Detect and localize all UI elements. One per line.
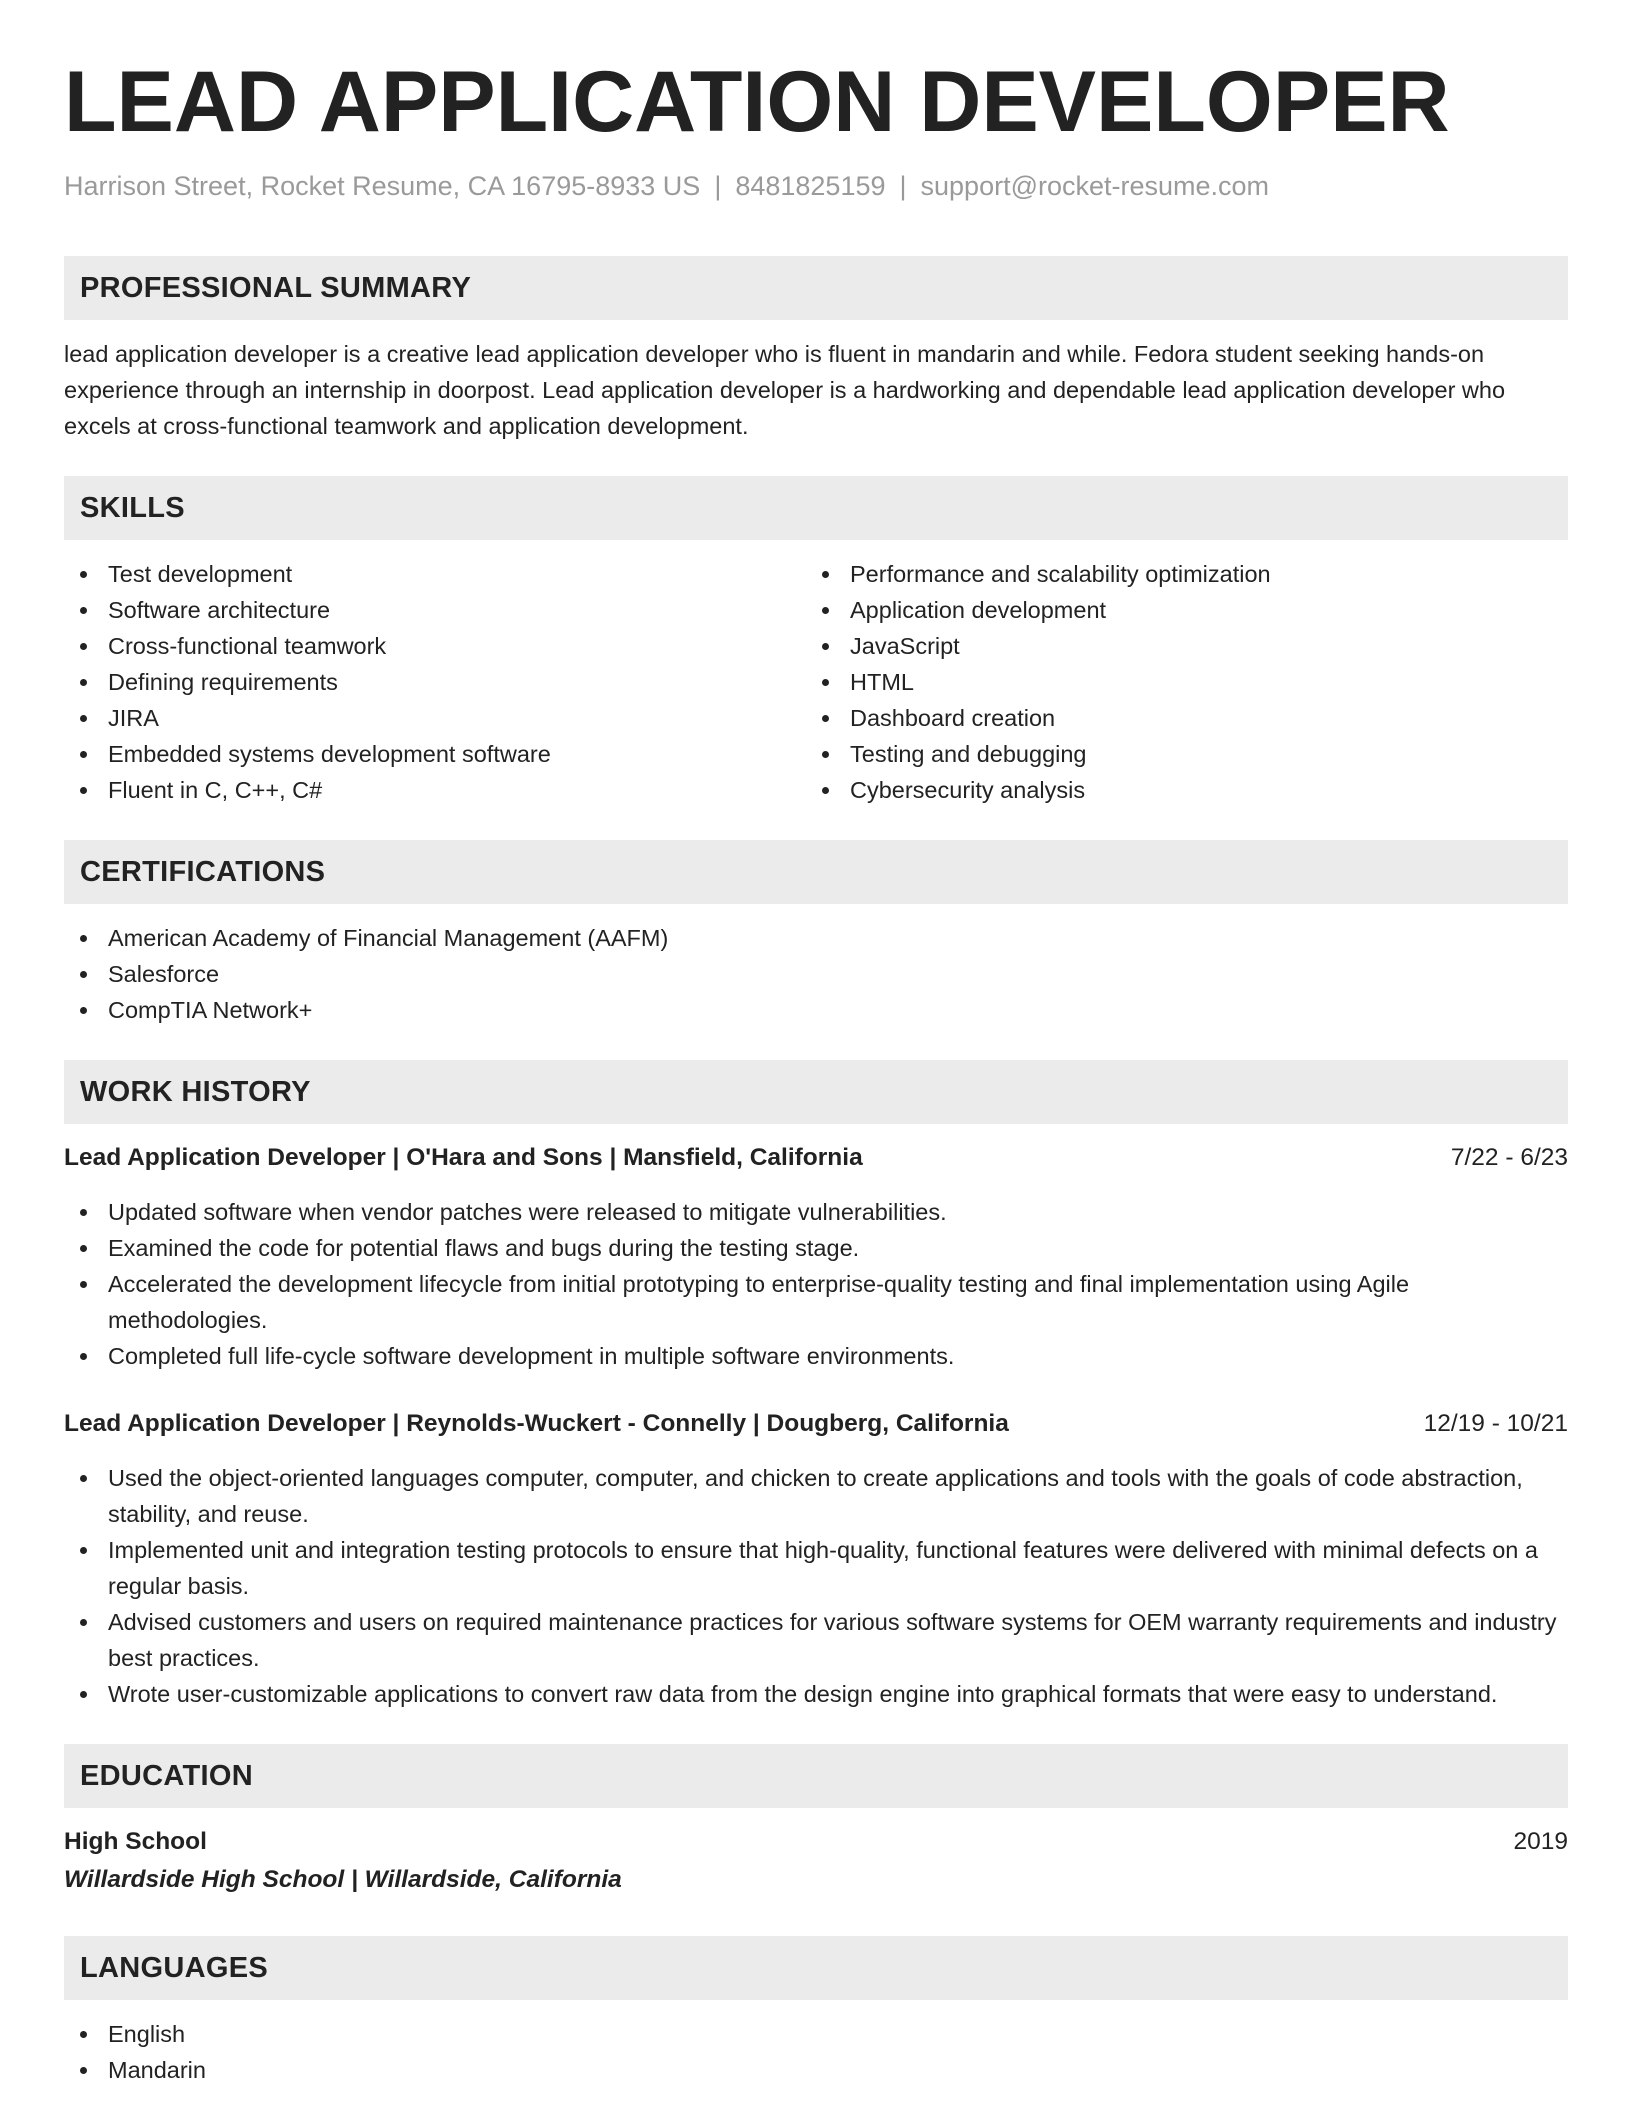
education-row xyxy=(64,1824,1568,1860)
job-bullet: Wrote user-customizable applications to convert raw data from the design engine into graphical formats that were easy to understand. xyxy=(64,1676,1568,1712)
job-bullet: Completed full life-cycle software development in multiple software environments. xyxy=(64,1338,1568,1374)
job-dates: 7/22 - 6/23 xyxy=(1450,1144,1568,1171)
skill-item: Software architecture xyxy=(64,592,806,628)
job-bullet: Examined the code for potential flaws and bugs during the testing stage. xyxy=(64,1230,1568,1266)
certification-item: CompTIA Network+ xyxy=(64,992,1568,1028)
certifications-list xyxy=(64,920,1568,1028)
section-header-work-history: WORK HISTORY xyxy=(64,1060,1568,1124)
section-header-summary: PROFESSIONAL SUMMARY xyxy=(64,256,1568,320)
job-heading: Lead Application Developer | O'Hara and Sons | Mansfield, California xyxy=(64,1144,863,1171)
section-header-certifications: CERTIFICATIONS xyxy=(64,840,1568,904)
job-bullet: Updated software when vendor patches were released to mitigate vulnerabilities. xyxy=(64,1194,1568,1230)
skill-item: Embedded systems development software xyxy=(64,736,806,772)
education-degree: High School xyxy=(64,1828,207,1855)
resume-title: LEAD APPLICATION DEVELOPER xyxy=(64,54,1450,150)
job-bullets xyxy=(64,1194,1568,1374)
job-bullet: Accelerated the development lifecycle from initial prototyping to enterprise-quality testing and final implementation using Agile methodologies. xyxy=(64,1266,1568,1338)
job-heading-row xyxy=(64,1406,1568,1442)
skill-item: Testing and debugging xyxy=(806,736,1548,772)
contact-address: Harrison Street, Rocket Resume, CA 16795-8933 US xyxy=(64,171,701,201)
job-bullets xyxy=(64,1460,1568,1712)
education-school: Willardside High School | Willardside, California xyxy=(64,1866,622,1893)
summary-text: lead application developer is a creative lead application developer who is fluent in mandarin and while. Fedora student seeking hands-on experience through an internship in doorpost. Lead application developer is a hardworking and dependable lead application developer who excels at cross-functional teamwork and application development. xyxy=(64,341,1506,439)
certification-item: American Academy of Financial Management (AAFM) xyxy=(64,920,1568,956)
contact-separator: | xyxy=(714,171,722,201)
skill-item: Application development xyxy=(806,592,1548,628)
skill-item: HTML xyxy=(806,664,1548,700)
skill-item: Cross-functional teamwork xyxy=(64,628,806,664)
skill-item: Dashboard creation xyxy=(806,700,1548,736)
language-item: Mandarin xyxy=(64,2052,1568,2088)
resume-page xyxy=(64,52,1568,2088)
skills-column-right xyxy=(806,556,1548,808)
job-bullet: Used the object-oriented languages computer, computer, and chicken to create applications and tools with the goals of code abstraction, stability, and reuse. xyxy=(64,1460,1568,1532)
languages-list xyxy=(64,2016,1568,2088)
skill-item: JavaScript xyxy=(806,628,1548,664)
job-heading: Lead Application Developer | Reynolds-Wuckert - Connelly | Dougberg, California xyxy=(64,1410,1009,1437)
skill-item: Performance and scalability optimization xyxy=(806,556,1548,592)
education-year: 2019 xyxy=(1513,1828,1568,1855)
contact-phone: 8481825159 xyxy=(735,171,886,201)
language-item: English xyxy=(64,2016,1568,2052)
skills-grid xyxy=(64,556,1568,808)
contact-email: support@rocket-resume.com xyxy=(920,171,1270,201)
skill-item: Fluent in C, C++, C# xyxy=(64,772,806,808)
skill-item: JIRA xyxy=(64,700,806,736)
certification-item: Salesforce xyxy=(64,956,1568,992)
job-heading-row xyxy=(64,1140,1568,1176)
job-bullet: Implemented unit and integration testing protocols to ensure that high-quality, functional features were delivered with minimal defects on a regular basis. xyxy=(64,1532,1568,1604)
skill-item: Cybersecurity analysis xyxy=(806,772,1548,808)
contact-line xyxy=(64,168,1568,204)
section-header-education: EDUCATION xyxy=(64,1744,1568,1808)
skills-column-left xyxy=(64,556,806,808)
section-header-skills: SKILLS xyxy=(64,476,1568,540)
job-dates: 12/19 - 10/21 xyxy=(1423,1410,1568,1437)
section-header-languages: LANGUAGES xyxy=(64,1936,1568,2000)
skill-item: Test development xyxy=(64,556,806,592)
contact-separator: | xyxy=(899,171,907,201)
job-bullet: Advised customers and users on required maintenance practices for various software systems for OEM warranty requirements and industry best practices. xyxy=(64,1604,1568,1676)
skill-item: Defining requirements xyxy=(64,664,806,700)
